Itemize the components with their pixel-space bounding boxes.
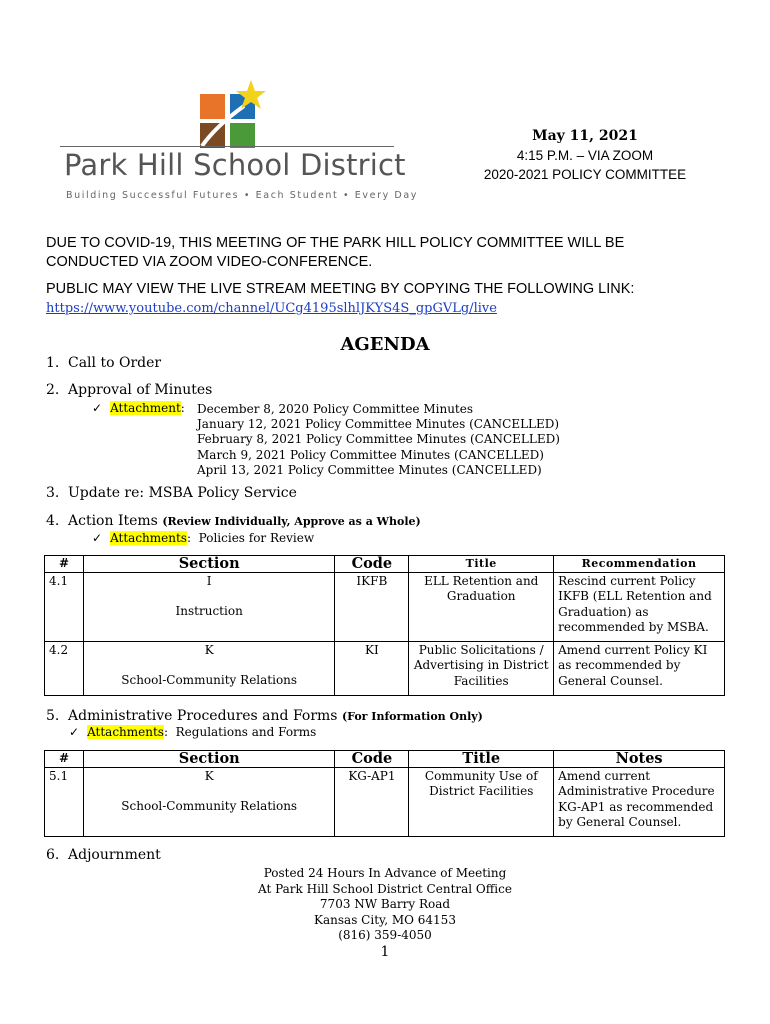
district-logo	[58, 80, 418, 208]
action-items-table	[44, 555, 725, 696]
procedures-table	[44, 750, 725, 837]
col-header-section: Section	[83, 556, 334, 573]
logo-mark-icon	[58, 80, 398, 150]
attachment-label[interactable]: Attachments	[110, 531, 187, 545]
item-label: Administrative Procedures and Forms	[68, 708, 338, 724]
item-number: 2.	[46, 382, 60, 398]
col-header-num: #	[45, 751, 84, 768]
item-number: 1.	[46, 355, 60, 371]
row-code: IKFB	[335, 572, 409, 641]
section-code: K	[204, 768, 214, 783]
col-header-section: Section	[83, 751, 335, 768]
committee-name: 2020-2021 POLICY COMMITTEE	[483, 167, 687, 182]
attachment-text: Policies for Review	[198, 531, 315, 545]
section-name: Instruction	[175, 604, 243, 618]
minutes-entry: April 13, 2021 Policy Committee Minutes (CANCELLED)	[197, 462, 542, 477]
row-section	[83, 641, 334, 695]
agenda-item-2	[46, 382, 212, 398]
row-notes: Amend current Administrative Procedure KG-AP1 as recommended by General Counsel.	[554, 767, 725, 836]
checkmark-icon: ✓	[69, 725, 80, 739]
col-header-notes: Notes	[554, 751, 725, 768]
item-5-attachment: ✓ Attachments: Regulations and Forms	[69, 725, 317, 739]
row-title: Public Solicitations / Advertising in District Facilities	[409, 641, 554, 695]
agenda-item-4	[46, 513, 421, 529]
item-label: Approval of Minutes	[68, 382, 213, 398]
agenda-item-1	[46, 355, 161, 371]
row-num: 4.1	[45, 572, 84, 641]
item-label: Adjournment	[68, 847, 161, 863]
col-header-num: #	[45, 556, 84, 573]
minutes-entry: February 8, 2021 Policy Committee Minutes (CANCELLED)	[197, 432, 560, 447]
logo-name: Park Hill School District	[64, 148, 406, 182]
attachment-text: Regulations and Forms	[175, 725, 317, 739]
item-label: Action Items	[68, 513, 158, 529]
footer-line: (816) 359-4050	[338, 928, 432, 942]
section-code: I	[206, 573, 212, 588]
item-label: Update re: MSBA Policy Service	[68, 485, 297, 501]
covid-notice-line1: DUE TO COVID-19, THIS MEETING OF THE PARK HILL POLICY COMMITTEE WILL BE	[46, 235, 625, 251]
item-4-attachment: ✓ Attachments: Policies for Review	[92, 531, 315, 545]
footer-line: Posted 24 Hours In Advance of Meeting	[263, 866, 507, 880]
section-name: School-Community Relations	[121, 799, 298, 813]
col-header-title: Title	[409, 751, 554, 768]
col-header-code: Code	[335, 556, 409, 573]
livestream-text: PUBLIC MAY VIEW THE LIVE STREAM MEETING BY COPYING THE FOLLOWING LINK:	[46, 281, 635, 297]
item-label: Call to Order	[68, 355, 162, 371]
table-row	[45, 572, 725, 641]
item-number: 3.	[46, 485, 60, 501]
row-title: Community Use of District Facilities	[409, 767, 554, 836]
agenda-item-5	[46, 708, 483, 724]
footer-line: At Park Hill School District Central Office	[258, 881, 512, 896]
row-section	[83, 572, 334, 641]
section-name: School-Community Relations	[121, 673, 298, 687]
table-header-row	[45, 751, 725, 768]
item-number: 4.	[46, 513, 60, 529]
item-note: (For Information Only)	[341, 710, 483, 723]
livestream-notice	[46, 280, 736, 318]
meeting-time: 4:15 P.M. – VIA ZOOM	[516, 148, 654, 163]
item-note: (Review Individually, Approve as a Whole)	[162, 515, 421, 528]
agenda-title: AGENDA	[340, 334, 430, 355]
agenda-item-6	[46, 847, 161, 863]
attachment-label[interactable]: Attachments	[87, 725, 164, 739]
row-num: 5.1	[45, 767, 84, 836]
section-code: K	[204, 642, 214, 657]
page-number: 1	[380, 944, 390, 960]
minutes-list	[197, 402, 560, 478]
col-header-recommendation: Recommendation	[554, 556, 725, 573]
row-code: KG-AP1	[335, 767, 409, 836]
item-number: 6.	[46, 847, 60, 863]
minutes-entry: January 12, 2021 Policy Committee Minutes (CANCELLED)	[197, 417, 560, 432]
col-header-code: Code	[335, 751, 409, 768]
minutes-entry: December 8, 2020 Policy Committee Minutes	[197, 402, 474, 416]
item-2-attachment: ✓ Attachment:	[92, 401, 185, 415]
meeting-header	[440, 127, 730, 184]
minutes-entry: March 9, 2021 Policy Committee Minutes (CANCELLED)	[197, 447, 544, 462]
logo-tagline: Building Successful Futures • Each Student • Every Day	[66, 190, 418, 201]
row-recommendation: Amend current Policy KI as recommended by General Counsel.	[554, 641, 725, 695]
agenda-item-3	[46, 485, 297, 501]
row-title: ELL Retention and Graduation	[409, 572, 554, 641]
table-row	[45, 641, 725, 695]
meeting-date: May 11, 2021	[532, 128, 638, 144]
row-section	[83, 767, 335, 836]
item-number: 5.	[46, 708, 60, 724]
attachment-label[interactable]: Attachment	[110, 401, 181, 415]
covid-notice	[46, 234, 736, 272]
livestream-link[interactable]: https://www.youtube.com/channel/UCg4195slhlJKYS4S_gpGVLg/live	[46, 301, 497, 316]
row-code: KI	[335, 641, 409, 695]
covid-notice-line2: CONDUCTED VIA ZOOM VIDEO-CONFERENCE.	[46, 254, 373, 270]
checkmark-icon: ✓	[92, 531, 103, 545]
table-row	[45, 767, 725, 836]
col-header-title: Title	[409, 556, 554, 573]
row-num: 4.2	[45, 641, 84, 695]
footer-line: Kansas City, MO 64153	[314, 912, 456, 927]
table-header-row	[45, 556, 725, 573]
row-recommendation: Rescind current Policy IKFB (ELL Retention and Graduation) as recommended by MSBA.	[554, 572, 725, 641]
checkmark-icon: ✓	[92, 401, 103, 415]
footer-line: 7703 NW Barry Road	[319, 897, 451, 911]
posting-footer	[0, 866, 770, 944]
logo-rule	[60, 146, 394, 147]
